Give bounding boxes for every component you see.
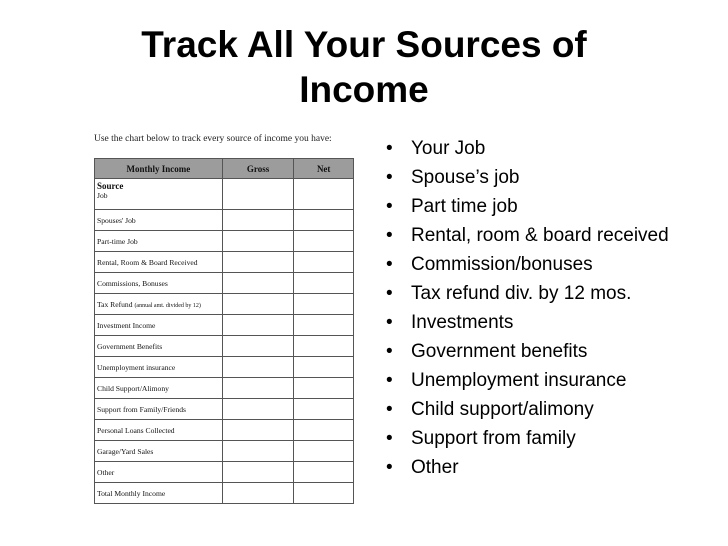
table-row xyxy=(95,483,354,504)
net-cell xyxy=(294,483,354,504)
slide-title-line-2: Income xyxy=(299,69,429,110)
table-row xyxy=(95,399,354,420)
row-label: Rental, Room & Board Received xyxy=(95,252,223,273)
gross-cell xyxy=(222,210,294,231)
row-label: Personal Loans Collected xyxy=(95,420,223,441)
list-item: • Commission/bonuses xyxy=(382,254,712,275)
net-cell xyxy=(294,357,354,378)
row-label: Support from Family/Friends xyxy=(95,399,223,420)
row-label: Garage/Yard Sales xyxy=(95,441,223,462)
list-item: • Rental, room & board received xyxy=(382,225,712,246)
row-label: Commissions, Bonuses xyxy=(95,273,223,294)
gross-cell xyxy=(222,336,294,357)
table-row xyxy=(95,273,354,294)
gross-cell xyxy=(222,378,294,399)
table-row xyxy=(95,315,354,336)
net-cell xyxy=(294,210,354,231)
net-cell xyxy=(294,399,354,420)
table-row xyxy=(95,252,354,273)
slide-title xyxy=(0,22,728,112)
list-item: • Support from family xyxy=(382,428,712,449)
row-label: Other xyxy=(95,462,223,483)
net-cell xyxy=(294,378,354,399)
list-item: • Unemployment insurance xyxy=(382,370,712,391)
table-row xyxy=(95,441,354,462)
row-label: Child Support/Alimony xyxy=(95,378,223,399)
source-header: Source xyxy=(97,181,124,191)
gross-cell xyxy=(222,462,294,483)
row-label: Spouses' Job xyxy=(95,210,223,231)
worksheet-caption: Use the chart below to track every source of income you have: xyxy=(94,134,332,144)
gross-cell xyxy=(222,483,294,504)
row-label: Total Monthly Income xyxy=(95,483,223,504)
table-row xyxy=(95,357,354,378)
net-cell xyxy=(294,273,354,294)
row-label xyxy=(95,294,223,315)
gross-cell xyxy=(222,399,294,420)
table-row xyxy=(95,294,354,315)
table-row xyxy=(95,210,354,231)
row-label-tax-refund: Tax Refund xyxy=(97,299,133,309)
tax-refund-note: (annual amt. divided by 12) xyxy=(134,302,201,309)
gross-cell xyxy=(222,315,294,336)
table-row xyxy=(95,336,354,357)
monthly-income-table xyxy=(94,158,354,504)
row-label: Part-time Job xyxy=(95,231,223,252)
gross-cell xyxy=(222,357,294,378)
net-cell xyxy=(294,252,354,273)
gross-cell xyxy=(222,420,294,441)
gross-cell xyxy=(222,231,294,252)
gross-cell xyxy=(222,252,294,273)
row-label: Investment Income xyxy=(95,315,223,336)
gross-cell xyxy=(222,179,294,210)
row-label: Government Benefits xyxy=(95,336,223,357)
net-cell xyxy=(294,462,354,483)
income-worksheet xyxy=(92,132,366,510)
gross-cell xyxy=(222,273,294,294)
list-item: • Child support/alimony xyxy=(382,399,712,420)
gross-cell xyxy=(222,294,294,315)
list-item: • Spouse’s job xyxy=(382,167,712,188)
net-cell xyxy=(294,294,354,315)
slide-title-line-1: Track All Your Sources of xyxy=(141,24,587,65)
list-item: • Government benefits xyxy=(382,341,712,362)
table-row xyxy=(95,179,354,210)
net-cell xyxy=(294,315,354,336)
table-row xyxy=(95,462,354,483)
net-cell xyxy=(294,441,354,462)
net-cell xyxy=(294,420,354,441)
income-sources-list xyxy=(382,138,712,486)
list-item: • Your Job xyxy=(382,138,712,159)
table-header-row xyxy=(95,159,354,179)
net-cell xyxy=(294,179,354,210)
net-cell xyxy=(294,336,354,357)
row-label-job: Job xyxy=(97,191,108,200)
list-item: • Part time job xyxy=(382,196,712,217)
table-row xyxy=(95,231,354,252)
gross-cell xyxy=(222,441,294,462)
table-row xyxy=(95,420,354,441)
list-item: • Investments xyxy=(382,312,712,333)
list-item: • Tax refund div. by 12 mos. xyxy=(382,283,712,304)
net-cell xyxy=(294,231,354,252)
list-item: • Other xyxy=(382,457,712,478)
header-net: Net xyxy=(294,159,354,179)
row-label xyxy=(95,179,223,210)
table-row xyxy=(95,378,354,399)
header-monthly-income: Monthly Income xyxy=(95,159,223,179)
header-gross: Gross xyxy=(222,159,294,179)
row-label: Unemployment insurance xyxy=(95,357,223,378)
